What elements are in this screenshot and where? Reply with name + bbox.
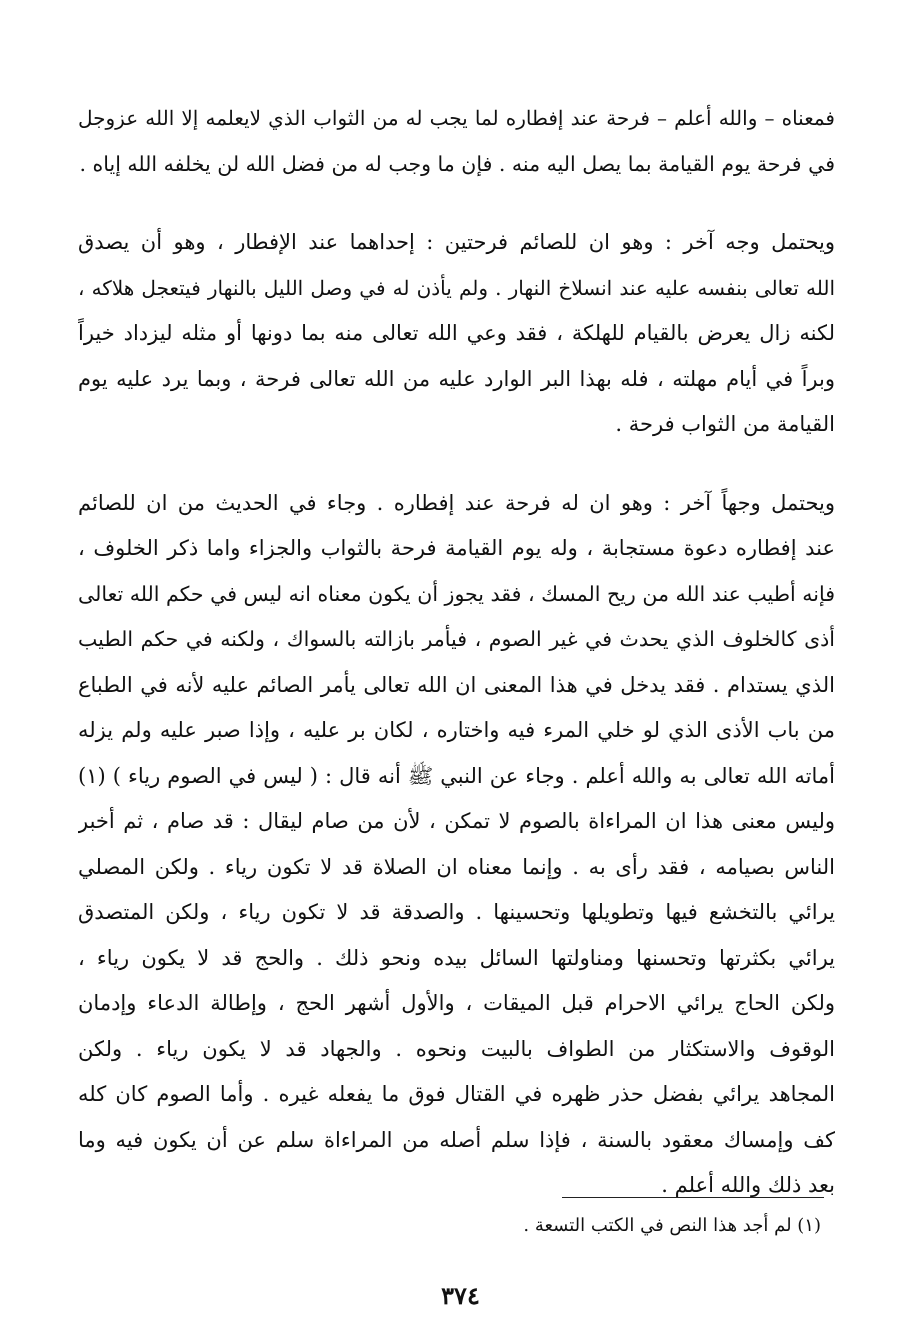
text-line: كف وإمساك معقود بالسنة ، فإذا سلم أصله من المراءاة سلم عن أن يكون فيه وما	[78, 1127, 835, 1152]
text-line: وليس معنى هذا ان المراءاة بالصوم لا تمكن ، لأن من صام ليقال : قد صام ، ثم أخبر	[78, 809, 835, 833]
footnote-separator	[562, 1197, 824, 1198]
text-line: لكنه زال يعرض بالقيام للهلكة ، فقد وعي الله تعالى منه بما دونها أو مثله ليزداد خيراً	[78, 321, 835, 345]
page-number: ٣٧٤	[441, 1281, 480, 1310]
text-line: عند إفطاره دعوة مستجابة ، وله يوم القيامة فرحة بالثواب والجزاء واما ذكر الخلوف ،	[78, 536, 835, 560]
text-line: ويحتمل وجه آخر : وهو ان للصائم فرحتين : إحداهما عند الإفطار ، وهو أن يصدق	[78, 230, 835, 254]
paragraph-gap	[78, 187, 835, 220]
text-line: في فرحة يوم القيامة بما يصل اليه منه . فإن ما وجب له من فضل الله لن يخلفه الله إياه .	[79, 151, 835, 176]
text-line: فإنه أطيب عند الله من ريح المسك ، فقد يجوز أن يكون معناه انه ليس في حكم الله تعالى	[78, 581, 835, 606]
text-line: أذى كالخلوف الذي يحدث في غير الصوم ، فيأمر بازالته بالسواك ، ولكنه في حكم الطيب	[78, 627, 835, 651]
text-line: ولكن الحاج يرائي الاحرام قبل الميقات ، والأول أشهر الحج ، وإطالة الدعاء وإدمان	[78, 991, 835, 1015]
text-line: الوقوف والاستكثار من الطواف بالبيت ونحوه . والجهاد قد لا يكون رياء . ولكن	[78, 1036, 835, 1061]
text-line: الذي يستدام . فقد يدخل في هذا المعنى ان الله تعالى يأمر الصائم عليه لأنه في الطباع	[78, 672, 835, 697]
text-line: الله تعالى بنفسه عليه عند انسلاخ النهار . ولم يأذن له في وصل الليل بالنهار فيتعجل هلاكه ،	[78, 275, 835, 300]
paragraph	[78, 481, 835, 1209]
text-line: المجاهد يرائي بفضل حذر ظهره في القتال فوق ما يفعله غيره . وأما الصوم كان كله	[78, 1082, 835, 1106]
text-line: القيامة من الثواب فرحة .	[615, 412, 835, 436]
text-line: فمعناه – والله أعلم – فرحة عند إفطاره لما يجب له من الثواب الذي لايعلمه إلا الله عزوجل	[78, 106, 835, 130]
paragraph	[78, 96, 835, 187]
text-line: ويحتمل وجهاً آخر : وهو ان له فرحة عند إفطاره . وجاء في الحديث من ان للصائم	[78, 490, 835, 515]
paragraph-gap	[78, 448, 835, 481]
main-text	[78, 96, 835, 1209]
text-line: وبراً في أيام مهلته ، فله بهذا البر الوارد عليه من الله تعالى فرحة ، وبما يرد عليه يوم	[78, 366, 835, 391]
text-line: يرائي بالتخشع فيها وتطويلها وتحسينها . والصدقة قد لا تكون رياء ، ولكن المتصدق	[78, 900, 835, 924]
footnote: (١) لم أجد هذا النص في الكتب التسعة .	[523, 1215, 821, 1236]
text-line: من باب الأذى الذي لو خلي المرء فيه واختاره ، لكان بر عليه ، وإذا صبر عليه ولم يزله	[78, 718, 835, 742]
paragraph	[78, 220, 835, 448]
text-line: أماته الله تعالى به والله أعلم . وجاء عن النبي ﷺ أنه قال : ( ليس في الصوم رياء ) (١)	[78, 763, 835, 788]
text-line: يرائي بكثرتها وتحسنها ومناولتها السائل بيده ونحو ذلك . والحج قد لا يكون رياء ،	[78, 945, 835, 970]
text-line: الناس بصيامه ، فقد رأى به . وإنما معناه ان الصلاة قد لا تكون رياء . ولكن المصلي	[78, 854, 835, 879]
text-line: بعد ذلك والله أعلم .	[661, 1173, 835, 1197]
